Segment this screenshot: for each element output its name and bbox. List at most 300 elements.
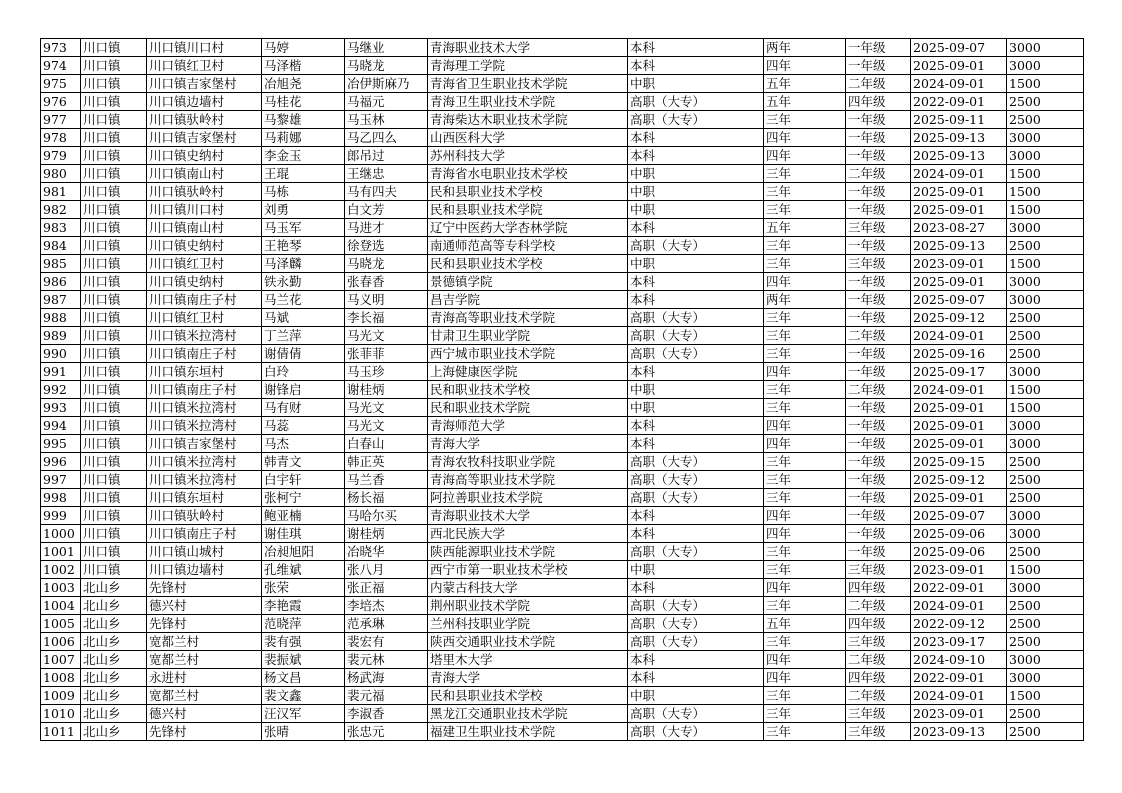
table-row [41,543,1084,561]
school-name-cell: 塔里木大学 [428,651,628,669]
school-name-cell: 青海大学 [428,669,628,687]
school-name-cell: 黑龙江交通职业技术学院 [428,705,628,723]
student-name-cell: 孔维斌 [262,561,345,579]
row-number-cell: 1000 [41,525,81,543]
program-length-cell: 四年 [764,147,846,165]
enrollment-date-cell: 2025-09-07 [911,507,1007,525]
education-level-cell: 高职（大专） [628,543,764,561]
subsidy-amount-cell: 3000 [1007,669,1084,687]
subsidy-amount-cell: 3000 [1007,651,1084,669]
enrollment-date-cell: 2022-09-01 [911,579,1007,597]
school-name-cell: 青海省水电职业技术学校 [428,165,628,183]
row-number-cell: 983 [41,219,81,237]
row-number-cell: 976 [41,93,81,111]
village-cell: 川口镇川口村 [147,201,262,219]
table-row [41,237,1084,255]
table-row [41,417,1084,435]
grade-cell: 一年级 [846,309,911,327]
school-name-cell: 兰州科技职业学院 [428,615,628,633]
program-length-cell: 三年 [764,489,846,507]
enrollment-date-cell: 2023-09-17 [911,633,1007,651]
program-length-cell: 五年 [764,75,846,93]
student-name-cell: 裴有强 [262,633,345,651]
subsidy-amount-cell: 2500 [1007,237,1084,255]
school-name-cell: 昌吉学院 [428,291,628,309]
table-row [41,129,1084,147]
grade-cell: 一年级 [846,453,911,471]
township-cell: 北山乡 [81,579,147,597]
subsidy-amount-cell: 2500 [1007,345,1084,363]
school-name-cell: 青海职业技术大学 [428,39,628,57]
table-row [41,471,1084,489]
education-level-cell: 中职 [628,399,764,417]
program-length-cell: 四年 [764,417,846,435]
subsidy-amount-cell: 2500 [1007,453,1084,471]
grade-cell: 一年级 [846,363,911,381]
student-name-cell: 冶昶旭阳 [262,543,345,561]
township-cell: 北山乡 [81,597,147,615]
village-cell: 宽都兰村 [147,687,262,705]
education-level-cell: 中职 [628,255,764,273]
enrollment-date-cell: 2025-09-07 [911,39,1007,57]
student-name-cell: 裴振斌 [262,651,345,669]
subsidy-amount-cell: 2500 [1007,327,1084,345]
program-length-cell: 三年 [764,453,846,471]
program-length-cell: 五年 [764,93,846,111]
subsidy-amount-cell: 2500 [1007,633,1084,651]
student-name-cell: 汪汉军 [262,705,345,723]
village-cell: 川口镇吉家堡村 [147,435,262,453]
education-level-cell: 本科 [628,651,764,669]
township-cell: 川口镇 [81,237,147,255]
row-number-cell: 1009 [41,687,81,705]
subsidy-amount-cell: 1500 [1007,165,1084,183]
program-length-cell: 三年 [764,237,846,255]
school-name-cell: 西宁城市职业技术学院 [428,345,628,363]
subsidy-amount-cell: 2500 [1007,93,1084,111]
row-number-cell: 999 [41,507,81,525]
guardian-name-cell: 李长福 [345,309,428,327]
subsidy-amount-cell: 3000 [1007,129,1084,147]
guardian-name-cell: 白春山 [345,435,428,453]
village-cell: 川口镇驮岭村 [147,507,262,525]
enrollment-date-cell: 2025-09-12 [911,309,1007,327]
guardian-name-cell: 马哈尔买 [345,507,428,525]
subsidy-amount-cell: 1500 [1007,201,1084,219]
table-row [41,345,1084,363]
school-name-cell: 南通师范高等专科学校 [428,237,628,255]
school-name-cell: 陕西能源职业技术学院 [428,543,628,561]
village-cell: 先锋村 [147,579,262,597]
education-level-cell: 高职（大专） [628,633,764,651]
school-name-cell: 青海理工学院 [428,57,628,75]
grade-cell: 一年级 [846,57,911,75]
township-cell: 北山乡 [81,705,147,723]
table-row [41,183,1084,201]
school-name-cell: 辽宁中医药大学杏林学院 [428,219,628,237]
village-cell: 川口镇红卫村 [147,255,262,273]
table-row [41,255,1084,273]
guardian-name-cell: 马乙四么 [345,129,428,147]
program-length-cell: 三年 [764,597,846,615]
enrollment-date-cell: 2024-09-10 [911,651,1007,669]
student-name-cell: 马莉娜 [262,129,345,147]
enrollment-date-cell: 2025-09-06 [911,525,1007,543]
table-row [41,453,1084,471]
education-level-cell: 本科 [628,435,764,453]
township-cell: 川口镇 [81,39,147,57]
grade-cell: 一年级 [846,237,911,255]
guardian-name-cell: 冶晓华 [345,543,428,561]
village-cell: 川口镇吉家堡村 [147,75,262,93]
guardian-name-cell: 马兰香 [345,471,428,489]
table-row [41,57,1084,75]
school-name-cell: 民和县职业技术学院 [428,201,628,219]
school-name-cell: 上海健康医学院 [428,363,628,381]
program-length-cell: 三年 [764,471,846,489]
guardian-name-cell: 马福元 [345,93,428,111]
subsidy-amount-cell: 3000 [1007,363,1084,381]
township-cell: 川口镇 [81,363,147,381]
village-cell: 宽都兰村 [147,633,262,651]
grade-cell: 四年级 [846,93,911,111]
guardian-name-cell: 白文芳 [345,201,428,219]
village-cell: 川口镇史纳村 [147,273,262,291]
program-length-cell: 四年 [764,129,846,147]
subsidy-amount-cell: 1500 [1007,183,1084,201]
village-cell: 川口镇红卫村 [147,309,262,327]
student-name-cell: 张晴 [262,723,345,741]
subsidy-amount-cell: 3000 [1007,417,1084,435]
village-cell: 川口镇南庄子村 [147,345,262,363]
village-cell: 川口镇边墙村 [147,93,262,111]
table-row [41,705,1084,723]
subsidy-amount-cell: 3000 [1007,219,1084,237]
program-length-cell: 三年 [764,201,846,219]
education-level-cell: 高职（大专） [628,327,764,345]
education-level-cell: 高职（大专） [628,471,764,489]
table-row [41,273,1084,291]
township-cell: 北山乡 [81,723,147,741]
subsidy-amount-cell: 3000 [1007,291,1084,309]
row-number-cell: 994 [41,417,81,435]
subsidy-amount-cell: 3000 [1007,273,1084,291]
program-length-cell: 四年 [764,363,846,381]
grade-cell: 一年级 [846,399,911,417]
program-length-cell: 四年 [764,651,846,669]
grade-cell: 一年级 [846,183,911,201]
education-level-cell: 高职（大专） [628,309,764,327]
program-length-cell: 四年 [764,57,846,75]
enrollment-date-cell: 2025-09-01 [911,399,1007,417]
school-name-cell: 青海卫生职业技术学院 [428,93,628,111]
township-cell: 北山乡 [81,615,147,633]
program-length-cell: 三年 [764,345,846,363]
student-name-cell: 马斌 [262,309,345,327]
table-row [41,309,1084,327]
row-number-cell: 996 [41,453,81,471]
township-cell: 川口镇 [81,75,147,93]
student-name-cell: 范晓萍 [262,615,345,633]
row-number-cell: 980 [41,165,81,183]
school-name-cell: 青海省卫生职业技术学院 [428,75,628,93]
student-name-cell: 刘勇 [262,201,345,219]
enrollment-date-cell: 2022-09-12 [911,615,1007,633]
education-level-cell: 中职 [628,201,764,219]
village-cell: 川口镇史纳村 [147,147,262,165]
student-name-cell: 谢佳琪 [262,525,345,543]
table-row [41,327,1084,345]
village-cell: 川口镇吉家堡村 [147,129,262,147]
grade-cell: 二年级 [846,381,911,399]
education-level-cell: 高职（大专） [628,345,764,363]
subsidy-amount-cell: 3000 [1007,579,1084,597]
school-name-cell: 陕西交通职业技术学院 [428,633,628,651]
education-level-cell: 高职（大专） [628,237,764,255]
enrollment-date-cell: 2025-09-01 [911,435,1007,453]
school-name-cell: 内蒙古科技大学 [428,579,628,597]
subsidy-amount-cell: 3000 [1007,525,1084,543]
student-name-cell: 马栋 [262,183,345,201]
township-cell: 北山乡 [81,687,147,705]
row-number-cell: 1005 [41,615,81,633]
program-length-cell: 四年 [764,525,846,543]
grade-cell: 二年级 [846,165,911,183]
program-length-cell: 五年 [764,615,846,633]
township-cell: 川口镇 [81,507,147,525]
student-name-cell: 马泽楷 [262,57,345,75]
guardian-name-cell: 裴宏有 [345,633,428,651]
enrollment-date-cell: 2025-09-07 [911,291,1007,309]
student-name-cell: 李艳霞 [262,597,345,615]
student-name-cell: 韩青文 [262,453,345,471]
guardian-name-cell: 裴元林 [345,651,428,669]
education-level-cell: 高职（大专） [628,111,764,129]
guardian-name-cell: 马光文 [345,417,428,435]
student-name-cell: 谢倩倩 [262,345,345,363]
program-length-cell: 三年 [764,399,846,417]
table-row [41,687,1084,705]
enrollment-date-cell: 2024-09-01 [911,75,1007,93]
table-row [41,561,1084,579]
grade-cell: 一年级 [846,471,911,489]
student-name-cell: 裴文鑫 [262,687,345,705]
school-name-cell: 青海大学 [428,435,628,453]
table-row [41,201,1084,219]
enrollment-date-cell: 2025-09-13 [911,147,1007,165]
row-number-cell: 1008 [41,669,81,687]
township-cell: 川口镇 [81,471,147,489]
table-row [41,489,1084,507]
village-cell: 川口镇米拉湾村 [147,399,262,417]
guardian-name-cell: 郎吊过 [345,147,428,165]
enrollment-date-cell: 2023-08-27 [911,219,1007,237]
program-length-cell: 三年 [764,543,846,561]
village-cell: 川口镇米拉湾村 [147,417,262,435]
village-cell: 川口镇驮岭村 [147,183,262,201]
township-cell: 川口镇 [81,327,147,345]
guardian-name-cell: 马光文 [345,327,428,345]
township-cell: 川口镇 [81,93,147,111]
row-number-cell: 1002 [41,561,81,579]
village-cell: 德兴村 [147,705,262,723]
grade-cell: 二年级 [846,597,911,615]
program-length-cell: 三年 [764,183,846,201]
enrollment-date-cell: 2022-09-01 [911,93,1007,111]
enrollment-date-cell: 2025-09-01 [911,489,1007,507]
village-cell: 川口镇南山村 [147,165,262,183]
education-level-cell: 高职（大专） [628,453,764,471]
township-cell: 川口镇 [81,525,147,543]
program-length-cell: 两年 [764,291,846,309]
subsidy-amount-cell: 1500 [1007,75,1084,93]
guardian-name-cell: 杨武海 [345,669,428,687]
education-level-cell: 本科 [628,147,764,165]
enrollment-date-cell: 2023-09-13 [911,723,1007,741]
grade-cell: 一年级 [846,435,911,453]
education-level-cell: 中职 [628,381,764,399]
table-row [41,435,1084,453]
village-cell: 先锋村 [147,615,262,633]
township-cell: 北山乡 [81,669,147,687]
guardian-name-cell: 裴元福 [345,687,428,705]
enrollment-date-cell: 2025-09-13 [911,129,1007,147]
township-cell: 川口镇 [81,309,147,327]
township-cell: 川口镇 [81,165,147,183]
row-number-cell: 1006 [41,633,81,651]
school-name-cell: 景德镇学院 [428,273,628,291]
table-row [41,525,1084,543]
school-name-cell: 民和职业技术学院 [428,399,628,417]
guardian-name-cell: 张忠元 [345,723,428,741]
township-cell: 川口镇 [81,399,147,417]
education-level-cell: 本科 [628,129,764,147]
village-cell: 宽都兰村 [147,651,262,669]
subsidy-amount-cell: 3000 [1007,57,1084,75]
township-cell: 川口镇 [81,291,147,309]
row-number-cell: 1010 [41,705,81,723]
village-cell: 川口镇红卫村 [147,57,262,75]
row-number-cell: 981 [41,183,81,201]
township-cell: 川口镇 [81,453,147,471]
student-name-cell: 铁永勤 [262,273,345,291]
student-name-cell: 马兰花 [262,291,345,309]
row-number-cell: 995 [41,435,81,453]
grade-cell: 一年级 [846,543,911,561]
education-level-cell: 本科 [628,39,764,57]
subsidy-amount-cell: 2500 [1007,723,1084,741]
grade-cell: 四年级 [846,669,911,687]
school-name-cell: 甘肃卫生职业学院 [428,327,628,345]
township-cell: 川口镇 [81,57,147,75]
education-level-cell: 本科 [628,219,764,237]
education-level-cell: 高职（大专） [628,597,764,615]
row-number-cell: 1001 [41,543,81,561]
school-name-cell: 西北民族大学 [428,525,628,543]
school-name-cell: 山西医科大学 [428,129,628,147]
subsidy-amount-cell: 1500 [1007,381,1084,399]
guardian-name-cell: 马晓龙 [345,255,428,273]
school-name-cell: 民和县职业技术学校 [428,255,628,273]
table-row [41,291,1084,309]
township-cell: 川口镇 [81,435,147,453]
school-name-cell: 西宁市第一职业技术学校 [428,561,628,579]
enrollment-date-cell: 2025-09-01 [911,57,1007,75]
grade-cell: 一年级 [846,417,911,435]
enrollment-date-cell: 2025-09-15 [911,453,1007,471]
township-cell: 川口镇 [81,255,147,273]
student-name-cell: 鲍亚楠 [262,507,345,525]
grade-cell: 一年级 [846,39,911,57]
guardian-name-cell: 韩正英 [345,453,428,471]
row-number-cell: 988 [41,309,81,327]
grade-cell: 三年级 [846,219,911,237]
grade-cell: 二年级 [846,327,911,345]
grade-cell: 一年级 [846,273,911,291]
grade-cell: 一年级 [846,525,911,543]
program-length-cell: 四年 [764,507,846,525]
grade-cell: 四年级 [846,615,911,633]
guardian-name-cell: 李培杰 [345,597,428,615]
student-name-cell: 丁兰萍 [262,327,345,345]
school-name-cell: 青海高等职业技术学院 [428,309,628,327]
township-cell: 北山乡 [81,651,147,669]
enrollment-date-cell: 2024-09-01 [911,381,1007,399]
enrollment-date-cell: 2025-09-06 [911,543,1007,561]
village-cell: 川口镇东垣村 [147,489,262,507]
education-level-cell: 本科 [628,507,764,525]
program-length-cell: 三年 [764,687,846,705]
subsidy-amount-cell: 2500 [1007,543,1084,561]
village-cell: 川口镇边墙村 [147,561,262,579]
row-number-cell: 982 [41,201,81,219]
row-number-cell: 973 [41,39,81,57]
enrollment-date-cell: 2024-09-01 [911,597,1007,615]
guardian-name-cell: 谢桂炳 [345,525,428,543]
village-cell: 川口镇山城村 [147,543,262,561]
village-cell: 川口镇南庄子村 [147,525,262,543]
township-cell: 川口镇 [81,417,147,435]
village-cell: 先锋村 [147,723,262,741]
table-row [41,723,1084,741]
village-cell: 川口镇米拉湾村 [147,453,262,471]
subsidy-amount-cell: 2500 [1007,111,1084,129]
subsidy-amount-cell: 3000 [1007,147,1084,165]
table-body [41,39,1084,741]
enrollment-date-cell: 2023-09-01 [911,255,1007,273]
program-length-cell: 三年 [764,111,846,129]
enrollment-date-cell: 2025-09-17 [911,363,1007,381]
township-cell: 川口镇 [81,147,147,165]
program-length-cell: 三年 [764,309,846,327]
row-number-cell: 1003 [41,579,81,597]
enrollment-date-cell: 2023-09-01 [911,561,1007,579]
grade-cell: 一年级 [846,489,911,507]
student-name-cell: 谢锋启 [262,381,345,399]
program-length-cell: 三年 [764,633,846,651]
township-cell: 川口镇 [81,219,147,237]
grade-cell: 一年级 [846,291,911,309]
enrollment-date-cell: 2025-09-01 [911,273,1007,291]
row-number-cell: 975 [41,75,81,93]
subsidy-amount-cell: 3000 [1007,435,1084,453]
guardian-name-cell: 马进才 [345,219,428,237]
education-level-cell: 中职 [628,561,764,579]
education-level-cell: 中职 [628,165,764,183]
student-name-cell: 王琨 [262,165,345,183]
guardian-name-cell: 王继忠 [345,165,428,183]
township-cell: 川口镇 [81,543,147,561]
